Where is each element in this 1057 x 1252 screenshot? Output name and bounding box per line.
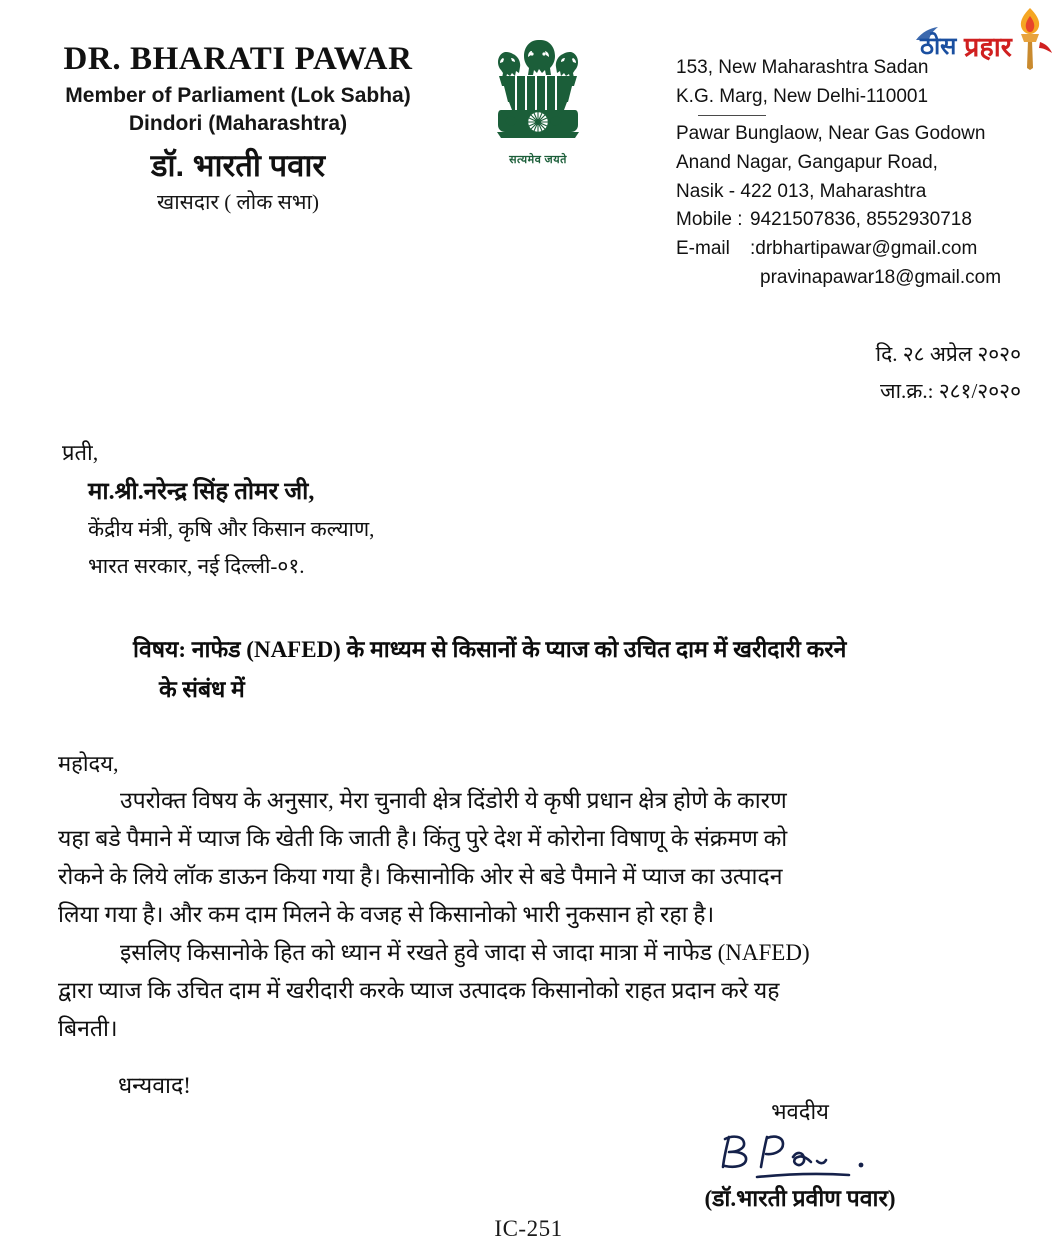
paragraph-2-line-2: द्वारा प्याज कि उचित दाम में खरीदारी करके प्याज उत्पादक किसानोको राहत प्रदान करे यह	[58, 978, 780, 1003]
address-separator	[698, 115, 766, 116]
paragraph-2-line-1: इसलिए किसानोके हित को ध्यान में रखते हुवे जादा से जादा मात्रा में नाफेड (NAFED)	[120, 940, 810, 965]
paragraph-1-line-1: उपरोक्त विषय के अनुसार, मेरा चुनावी क्षेत्र दिंडोरी ये कृषी प्रधान क्षेत्र होणे के कारण	[120, 788, 787, 813]
email-address-primary[interactable]: drbhartipawar@gmail.com	[755, 238, 978, 260]
email-label: E-mail	[676, 238, 730, 260]
delhi-address-line-1: 153, New Maharashtra Sadan	[676, 57, 929, 78]
nasik-address-line-2: Anand Nagar, Gangapur Road,	[676, 151, 938, 173]
mp-name-hindi: डॉ. भारती पवार	[150, 148, 326, 184]
closing-thanks: धन्यवाद!	[118, 1073, 191, 1098]
subject-block	[133, 630, 1021, 711]
email-address-secondary[interactable]: pravinapawar18@gmail.com	[760, 267, 1002, 289]
complimentary-close: भवदीय	[771, 1099, 829, 1124]
addressee-office: भारत सरकार, नई दिल्ली-०१.	[88, 554, 305, 579]
mp-role-hindi: खासदार ( लोक सभा)	[157, 190, 319, 215]
addressee-details	[88, 473, 374, 585]
paragraph-1-line-3: रोकने के लिये लॉक डाऊन किया गया है। किसानोकि ओर से बडे पैमाने में प्याज का उत्पादन	[58, 864, 783, 889]
paragraph-2-line-3: बिनती।	[58, 1016, 118, 1041]
addressee-designation: केंद्रीय मंत्री, कृषि और किसान कल्याण,	[88, 517, 375, 542]
addressee-block	[62, 436, 374, 585]
signatory-name: (डॉ.भारती प्रवीण पवार)	[704, 1185, 896, 1211]
paragraph-1-line-4: लिया गया है। और कम दाम मिलने के वजह से किसानोको भारी नुकसान हो रहा है।	[58, 902, 715, 927]
salutation: महोदय,	[58, 751, 119, 776]
addressee-name: मा.श्री.नरेन्द्र सिंह तोमर जी,	[88, 479, 315, 505]
letterhead-identity	[18, 42, 458, 217]
handwritten-signature	[610, 1127, 990, 1183]
mobile-value: 9421507836, 8552930718	[750, 209, 972, 231]
body-paragraph-2	[58, 934, 1023, 1048]
mobile-row	[676, 206, 1046, 235]
mp-name-english: DR. BHARATI PAWAR	[63, 41, 413, 77]
paragraph-1-line-2: यहा बडे पैमाने में प्याज कि खेती कि जाती है। किंतु पुरे देश में कोरोना विषाणू के संक्रमण को	[58, 826, 788, 851]
svg-text:प्रहार: प्रहार	[964, 32, 1012, 62]
email-separator: :	[750, 238, 756, 260]
nasik-address-line-1: Pawar Bunglaow, Near Gas Godown	[676, 122, 986, 144]
delhi-address-line-2: K.G. Marg, New Delhi-110001	[676, 85, 929, 107]
mobile-label: Mobile :	[676, 209, 743, 231]
date-reference-block	[876, 336, 1021, 410]
letter-date: दि. २८ अप्रेल २०२०	[875, 342, 1021, 366]
mp-constituency-english: Dindori (Maharashtra)	[128, 111, 348, 135]
nasik-address-line-3: Nasik - 422 013, Maharashtra	[676, 180, 927, 202]
subject-line-2: के संबंध में	[159, 677, 245, 703]
letterhead-contact	[676, 54, 1046, 293]
mp-role-english: Member of Parliament (Lok Sabha)	[65, 83, 411, 107]
letter-body	[58, 782, 1023, 1048]
ashoka-lion-capital-emblem	[479, 18, 597, 146]
svg-text:ठोस: ठोस	[920, 33, 957, 60]
body-paragraph-1	[58, 782, 1023, 934]
letter-reference-number: जा.क्र.: २८१/२०२०	[879, 378, 1021, 403]
document-code: IC-251	[494, 1216, 563, 1241]
national-emblem-block	[478, 18, 598, 167]
emblem-motto: सत्यमेव जयते	[509, 154, 567, 166]
letterhead	[0, 0, 1057, 300]
addressee-to-label: प्रती,	[62, 440, 99, 465]
email-row	[676, 235, 1046, 264]
subject-line-1: विषय: नाफेड (NAFED) के माध्यम से किसानों के प्याज को उचित दाम में खरीदारी करने	[133, 637, 847, 662]
signature-block	[610, 1098, 990, 1213]
